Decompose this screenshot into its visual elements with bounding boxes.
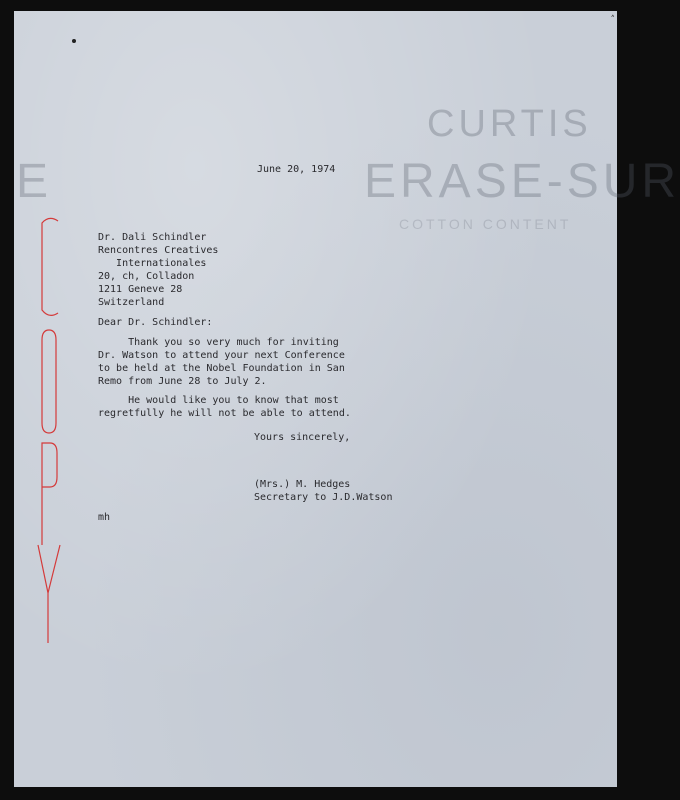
body-line: Thank you so very much for inviting [98,337,339,348]
address-line: 1211 Geneve 28 [98,284,183,295]
address-line: Rencontres Creatives [98,245,219,256]
watermark-product: ERASE-SUR [364,155,680,208]
recipient-address [98,231,218,309]
body-line: to be held at the Nobel Foundation in San [98,363,345,374]
watermark-fragment: E [16,155,49,208]
watermark-brand: CURTIS [427,103,592,145]
body-line: regretfully he will not be able to attend. [98,408,351,419]
stamp-letter-c [42,218,58,315]
stamp-letter-y [38,545,60,643]
body-paragraph-1 [98,336,345,388]
body-line: Remo from June 28 to July 2. [98,376,267,387]
body-line: He would like you to know that most [98,395,339,406]
closing: Yours sincerely, [254,432,351,443]
salutation: Dear Dr. Schindler: [98,317,213,328]
signature-name: (Mrs.) M. Hedges [254,479,351,490]
address-line: Dr. Dali Schindler [98,232,207,243]
address-line: 20, ch, Colladon [98,271,195,282]
address-line: Internationales [98,258,207,269]
stamp-letter-p [42,443,57,545]
watermark-cotton: COTTON CONTENT [399,216,572,232]
corner-tick-icon: ˄ [610,15,615,25]
ink-dot [72,39,76,43]
signature-title: Secretary to J.D.Watson [254,492,393,503]
body-paragraph-2 [98,394,351,420]
typist-initials: mh [98,512,111,523]
letter-page [14,11,680,787]
letter-date: June 20, 1974 [257,164,336,175]
stamp-letter-o [42,330,56,433]
address-line: Switzerland [98,297,165,308]
copy-stamp [34,215,64,645]
body-line: Dr. Watson to attend your next Conference [98,350,345,361]
signature-block [254,478,392,504]
